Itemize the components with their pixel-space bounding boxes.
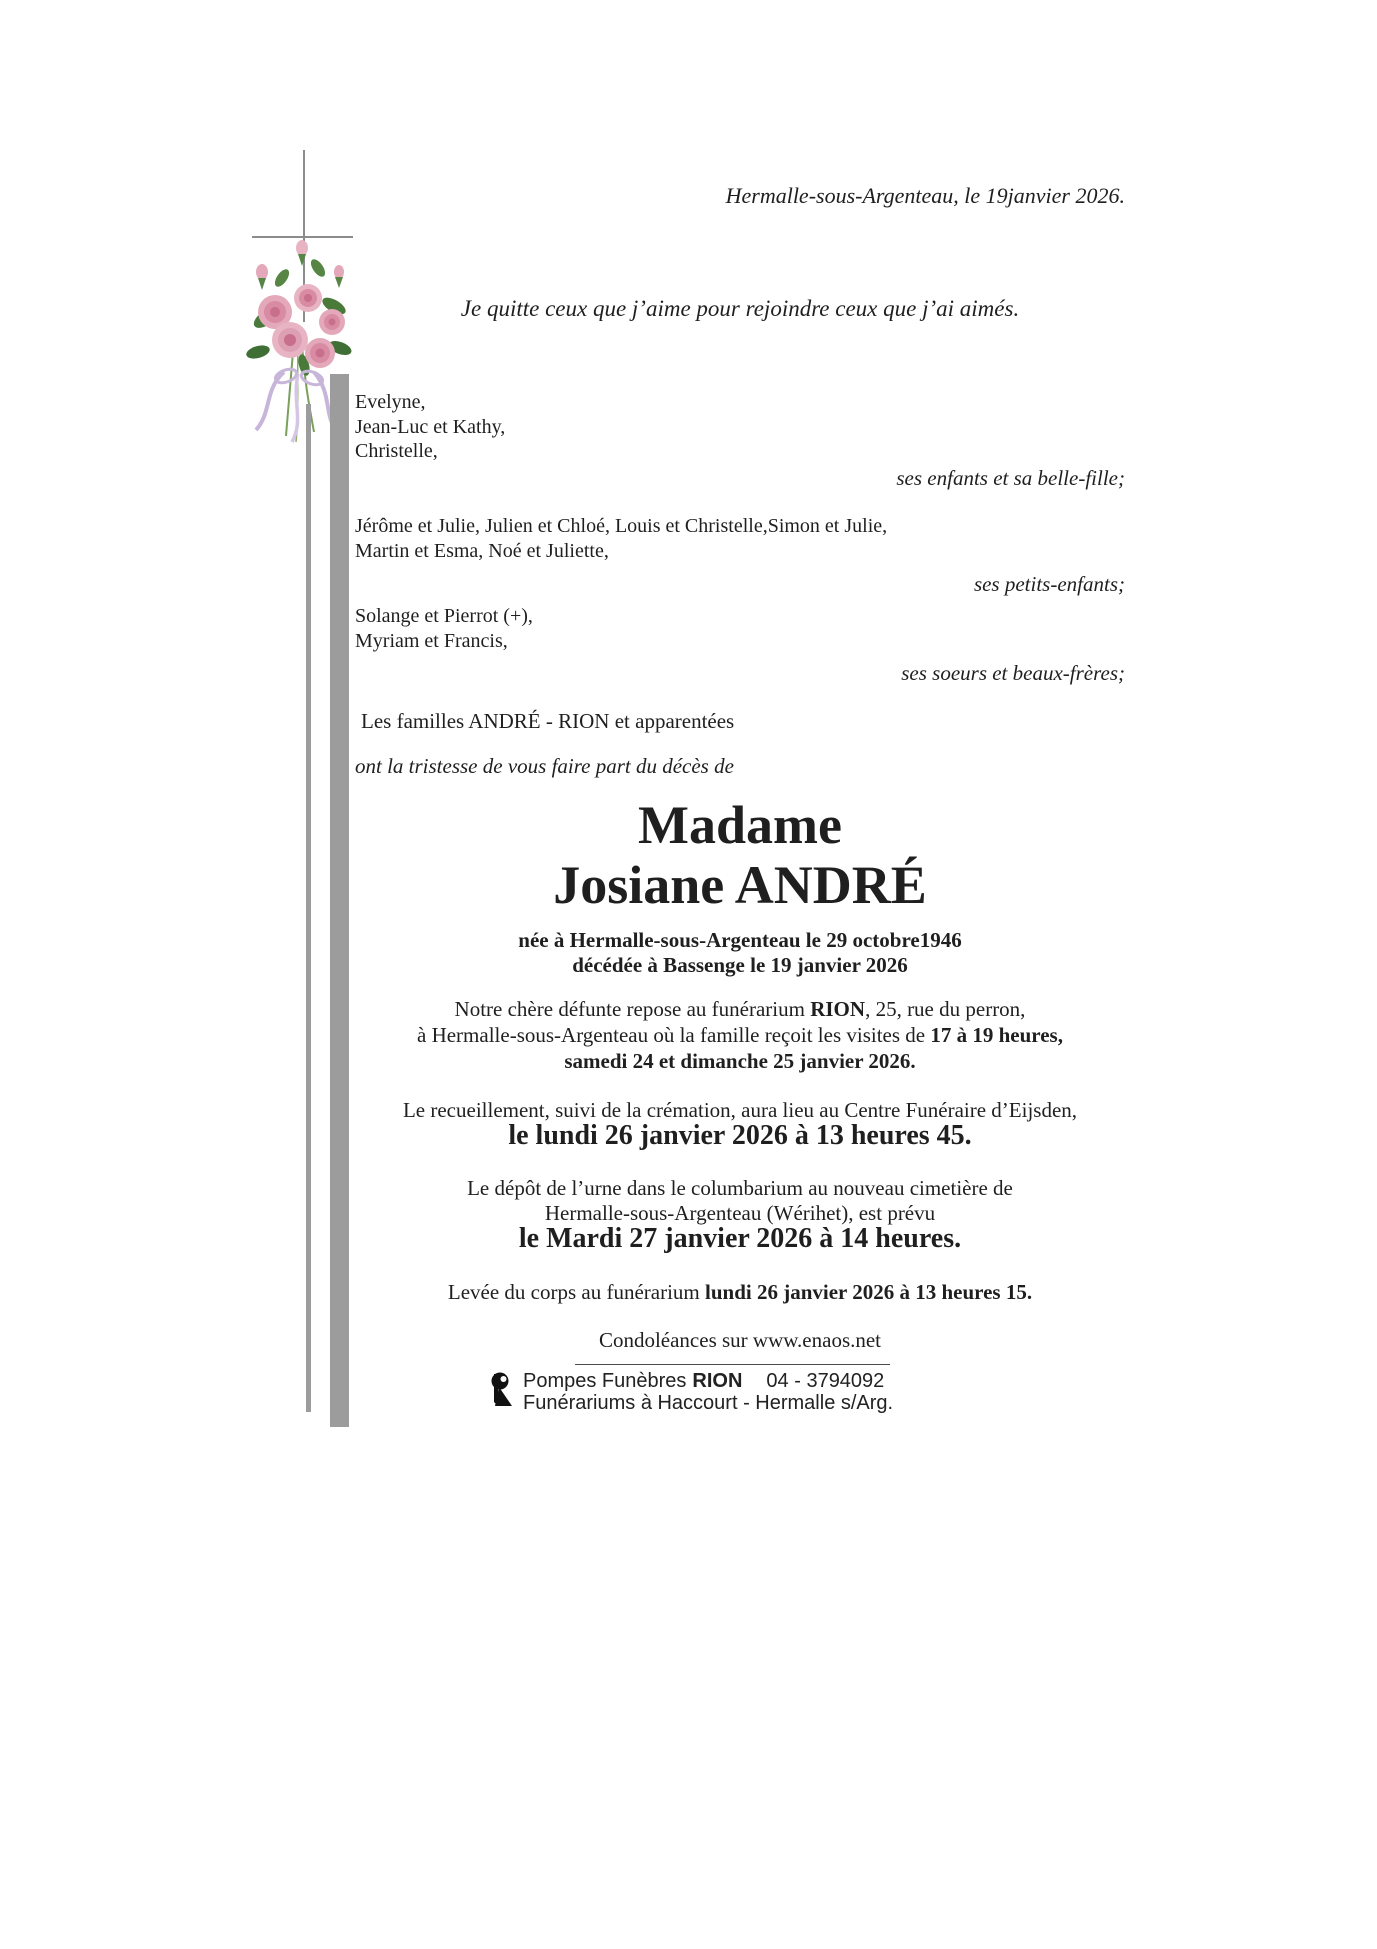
relation-label-grandchildren: ses petits-enfants; [973, 572, 1125, 596]
family-line: Christelle, [355, 440, 438, 462]
condolences-line: Condoléances sur www.enaos.net [598, 1328, 882, 1352]
funeral-home-contact [523, 1370, 1003, 1393]
text-segment: Levée du corps au funérarium [447, 1280, 706, 1304]
families-line: Les familles ANDRÉ - RION et apparentées [361, 709, 735, 733]
urn-paragraph [355, 1176, 1125, 1226]
relation-label-siblings: ses soeurs et beaux-frères; [901, 661, 1125, 685]
funeral-home-address: Funérariums à Haccourt - Hermalle s/Arg. [523, 1392, 894, 1414]
family-line: Myriam et Francis, [355, 629, 508, 652]
family-line: Solange et Pierrot (+), [355, 605, 533, 627]
decorative-line-thick [330, 374, 349, 1427]
relation-label-children: ses enfants et sa belle-fille; [896, 466, 1125, 490]
birth-line: née à Hermalle-sous-Argenteau le 29 octobre1946 [518, 928, 962, 952]
death-line: décédée à Bassenge le 19 janvier 2026 [572, 953, 908, 977]
phone-number: 04 - 3794092 [766, 1370, 885, 1392]
footer-divider [575, 1364, 890, 1365]
family-children-block [355, 390, 1125, 464]
levee-datetime: lundi 26 janvier 2026 à 13 heures 15. [705, 1280, 1033, 1304]
family-line: Jérôme et Julie, Julien et Chloé, Louis et Christelle,Simon et Julie, [355, 515, 888, 537]
text-segment: Notre chère défunte repose au funérarium [454, 997, 811, 1021]
rion-logo-icon [490, 1372, 514, 1408]
visit-days: samedi 24 et dimanche 25 janvier 2026. [564, 1049, 916, 1073]
company-prefix: Pompes Funèbres [523, 1370, 687, 1392]
decorative-line-thin [306, 404, 311, 1412]
deceased-name: Josiane ANDRÉ [553, 855, 927, 915]
urn-line: Le dépôt de l’urne dans le columbarium au nouveau cimetière de [467, 1176, 1013, 1200]
epitaph-quote: Je quitte ceux que j’aime pour rejoindre ceux que j’ai aimés. [460, 296, 1020, 321]
announcement-line: ont la tristesse de vous faire part du décès de [355, 754, 734, 778]
urn-line: Hermalle-sous-Argenteau (Wérihet), est prévu [544, 1201, 936, 1225]
birth-death-block [355, 928, 1125, 978]
family-siblings-block [355, 604, 1125, 653]
urn-datetime: le Mardi 27 janvier 2026 à 14 heures. [518, 1223, 962, 1254]
visit-hours: 17 à 19 heures, [930, 1023, 1063, 1047]
cremation-line: Le recueillement, suivi de la crémation, aura lieu au Centre Funéraire d’Eijsden, [402, 1098, 1078, 1122]
repose-line [355, 996, 1125, 1022]
repose-line [355, 1048, 1125, 1074]
cremation-datetime: le lundi 26 janvier 2026 à 13 heures 45. [508, 1120, 972, 1151]
deceased-title: Madame [638, 795, 842, 855]
text-segment: à Hermalle-sous-Argenteau où la famille reçoit les visites de [417, 1023, 931, 1047]
dateline: Hermalle-sous-Argenteau, le 19janvier 2026. [725, 183, 1125, 208]
family-line: Martin et Esma, Noé et Juliette, [355, 539, 609, 562]
company-name: RION [692, 1370, 743, 1392]
levee-line [355, 1279, 1125, 1305]
repose-paragraph [355, 996, 1125, 1074]
family-grandchildren-block [355, 514, 1125, 563]
family-line: Jean-Luc et Kathy, [355, 415, 506, 438]
text-segment: , 25, rue du perron, [865, 997, 1026, 1021]
funeral-home-name: RION [810, 997, 866, 1021]
family-line: Evelyne, [355, 391, 426, 413]
repose-line [355, 1022, 1125, 1048]
